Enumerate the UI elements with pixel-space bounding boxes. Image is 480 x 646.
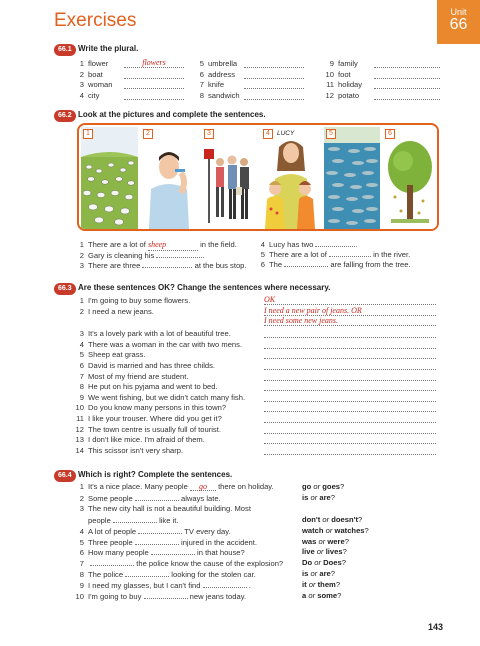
choice-item: 1 It's a nice place. Many people go there on holiday. go or goes? — [79, 482, 345, 491]
correction-item: 4 There was a woman in the car with two mens. — [74, 340, 444, 350]
answer-line[interactable] — [264, 393, 436, 402]
exercise-instruction: Look at the pictures and complete the sentences. — [78, 110, 266, 119]
panel-number: 2 — [143, 129, 153, 139]
picture-panel-lucy — [261, 127, 321, 229]
answer-line[interactable]: OK — [264, 296, 436, 305]
choice-item: people like it. don't or doesn't? — [88, 514, 363, 525]
answer-line[interactable] — [264, 361, 436, 370]
choice-options: it or them? — [302, 580, 341, 590]
answer-line[interactable] — [264, 382, 436, 391]
plural-item: 3 woman — [74, 80, 112, 90]
plural-word-grid — [74, 59, 444, 103]
choice-list — [74, 482, 444, 612]
choice-options: was or were? — [302, 536, 349, 546]
exercise-badge-66-3: 66.3 — [54, 283, 76, 295]
answer-blank[interactable] — [125, 569, 169, 577]
sentence-row: 3 There are three at the bus stop. — [79, 261, 247, 270]
answer-blank[interactable] — [374, 91, 440, 100]
answer-blank[interactable] — [138, 526, 182, 534]
answer-blank[interactable] — [374, 70, 440, 79]
plural-item: 8 sandwich — [194, 91, 240, 101]
choice-item: 3 The new city hall is not a beautiful building. Most — [79, 503, 251, 513]
tree-illustration — [383, 127, 437, 229]
correction-list — [74, 296, 444, 468]
lucy-and-children-illustration — [261, 127, 321, 229]
correction-item: 5 Sheep eat grass. — [74, 350, 444, 360]
answer-line[interactable] — [264, 329, 436, 338]
plural-item: 5 umbrella — [194, 59, 237, 69]
answer-blank[interactable] — [113, 515, 157, 523]
correction-item: 10 Do you know many persons in this town? — [74, 403, 444, 413]
exercise-instruction: Write the plural. — [78, 44, 139, 53]
sheep-field-illustration — [81, 127, 138, 229]
choice-options: is or are? — [302, 492, 335, 502]
answer-blank[interactable] — [135, 537, 179, 545]
plural-item: 7 knife — [194, 80, 224, 90]
man-brushing-teeth-illustration — [141, 127, 199, 229]
answer-blank[interactable] — [124, 80, 184, 89]
choice-options: live or lives? — [302, 547, 347, 557]
plural-item: 12 potato — [324, 91, 359, 101]
answer-blank[interactable] — [374, 59, 440, 68]
sentence-row: 2 Gary is cleaning his . — [79, 251, 205, 260]
panel-number: 5 — [326, 129, 336, 139]
page-title: Exercises — [54, 10, 137, 31]
exercise-badge-66-4: 66.4 — [54, 470, 76, 482]
correction-item: 14 This scissor isn't very sharp. — [74, 446, 444, 456]
choice-options: Do or Does? — [302, 558, 346, 568]
answer-line[interactable] — [264, 435, 436, 444]
picture-panel-tree — [383, 127, 437, 229]
choice-item: 6 How many people in that house? live or lives? — [79, 547, 347, 558]
plural-item: 4 city — [74, 91, 99, 101]
sentence-row: 5 There are a lot of in the river. — [260, 250, 411, 259]
answer-blank[interactable] — [244, 59, 304, 68]
answer-line[interactable] — [264, 372, 436, 381]
picture-panel-teeth — [141, 127, 199, 229]
answer-blank[interactable] — [156, 251, 202, 258]
correction-item: 1 I'm going to buy some flowers. OK — [74, 296, 444, 306]
bus-stop-illustration — [202, 127, 258, 229]
unit-tab — [437, 0, 480, 44]
choice-item: 5 Three people injured in the accident. was or were? — [79, 536, 349, 547]
plural-item: 9 family — [324, 59, 358, 69]
correction-item: 6 David is married and has three childs. — [74, 361, 444, 371]
exercise-instruction: Which is right? Complete the sentences. — [78, 470, 233, 479]
sentence-row: 6 The are falling from the tree. — [260, 260, 411, 269]
plural-item: 10 foot — [324, 70, 351, 80]
answer-blank[interactable] — [244, 91, 304, 100]
choice-options: go or goes? — [302, 482, 345, 491]
answer-line[interactable] — [264, 425, 436, 434]
page-number: 143 — [428, 622, 444, 632]
correction-item: 13 I don't like mice. I'm afraid of them. — [74, 435, 444, 445]
answer-blank[interactable] — [151, 547, 195, 555]
choice-item: 9 I need my glasses, but I can't find . it or them? — [79, 580, 341, 591]
exercise-instruction: Are these sentences OK? Change the sentences where necessary. — [78, 283, 331, 292]
choice-item: 10 I'm going to buy new jeans today. a or some? — [75, 591, 342, 601]
exercise-badge-66-1: 66.1 — [54, 44, 76, 56]
answer-blank[interactable] — [124, 70, 184, 79]
correction-item: 9 We went fishing, but we didn't catch many fish. — [74, 393, 444, 403]
answer-line[interactable] — [264, 446, 436, 455]
choice-item: 7 the police know the cause of the explosion? Do or Does? — [79, 558, 346, 569]
answer-blank[interactable] — [142, 261, 192, 268]
choice-options: don't or doesn't? — [302, 514, 363, 524]
answer-blank[interactable] — [315, 240, 355, 247]
choice-options: is or are? — [302, 569, 335, 579]
answer-blank[interactable] — [135, 493, 179, 501]
picture-sentences-left — [74, 240, 264, 271]
answer-line[interactable]: I need a new pair of jeans. OR — [264, 307, 436, 316]
exercise-badge-66-2: 66.2 — [54, 110, 76, 122]
choice-options: a or some? — [302, 591, 342, 600]
fish-in-river-illustration — [324, 127, 380, 229]
answer-blank[interactable]: flowers — [124, 59, 184, 68]
panel-number: 3 — [204, 129, 214, 139]
unit-label: Unit — [450, 7, 467, 17]
correction-item: 2 I need a new jeans. I need a new pair of jeans. OR — [74, 307, 444, 317]
answer-blank[interactable] — [329, 250, 371, 257]
answer-blank[interactable] — [124, 91, 184, 100]
choice-item: 4 A lot of people TV every day. watch or watches? — [79, 525, 369, 536]
panel-number: 1 — [83, 129, 93, 139]
answer-blank[interactable]: go — [190, 483, 216, 491]
plural-item: 6 address — [194, 70, 235, 80]
sentence-row: 1 There are a lot of sheep in the field. — [79, 240, 237, 249]
answer-blank[interactable] — [374, 80, 440, 89]
sentence-row: 4 Lucy has two . — [260, 240, 358, 249]
unit-number: 66 — [449, 16, 468, 33]
answer-blank[interactable] — [203, 580, 247, 588]
picture-strip — [77, 123, 439, 231]
answer-line[interactable] — [264, 350, 436, 359]
panel-number: 4 — [263, 129, 273, 139]
plural-item: 1 flower flowers — [74, 59, 108, 69]
answer-line[interactable]: I need some new jeans. — [264, 317, 436, 326]
answer-line[interactable] — [264, 403, 436, 412]
panel-caption-lucy: LUCY — [277, 130, 295, 137]
answer-line[interactable] — [264, 414, 436, 423]
picture-sentences-right — [255, 240, 445, 270]
picture-panel-sheep — [81, 127, 138, 229]
panel-number: 6 — [385, 129, 395, 139]
correction-item: 7 Most of my friend are student. — [74, 372, 444, 382]
answer-blank[interactable] — [144, 591, 188, 599]
answer-blank[interactable] — [90, 558, 134, 566]
answer-blank[interactable]: sheep — [148, 240, 198, 251]
picture-panel-fish — [324, 127, 380, 229]
choice-item: 8 The police looking for the stolen car. is or are? — [79, 569, 335, 580]
correction-item: 12 The town centre is usually full of tourist. — [74, 425, 444, 435]
correction-item: 3 It's a lovely park with a lot of beautiful tree. — [74, 329, 444, 339]
choice-item: 2 Some people always late. is or are? — [79, 492, 335, 503]
answer-line[interactable] — [264, 340, 436, 349]
plural-item: 11 holiday — [324, 80, 362, 90]
picture-panel-bus-stop — [202, 127, 258, 229]
correction-item: 8 He put on his pyjama and went to bed. — [74, 382, 444, 392]
answer-blank[interactable] — [284, 260, 328, 267]
answer-blank[interactable] — [244, 80, 304, 89]
plural-item: 2 boat — [74, 70, 103, 80]
answer-blank[interactable] — [244, 70, 304, 79]
choice-options: watch or watches? — [302, 525, 369, 535]
correction-item: 11 I like your trouser. Where did you get it? — [74, 414, 444, 424]
